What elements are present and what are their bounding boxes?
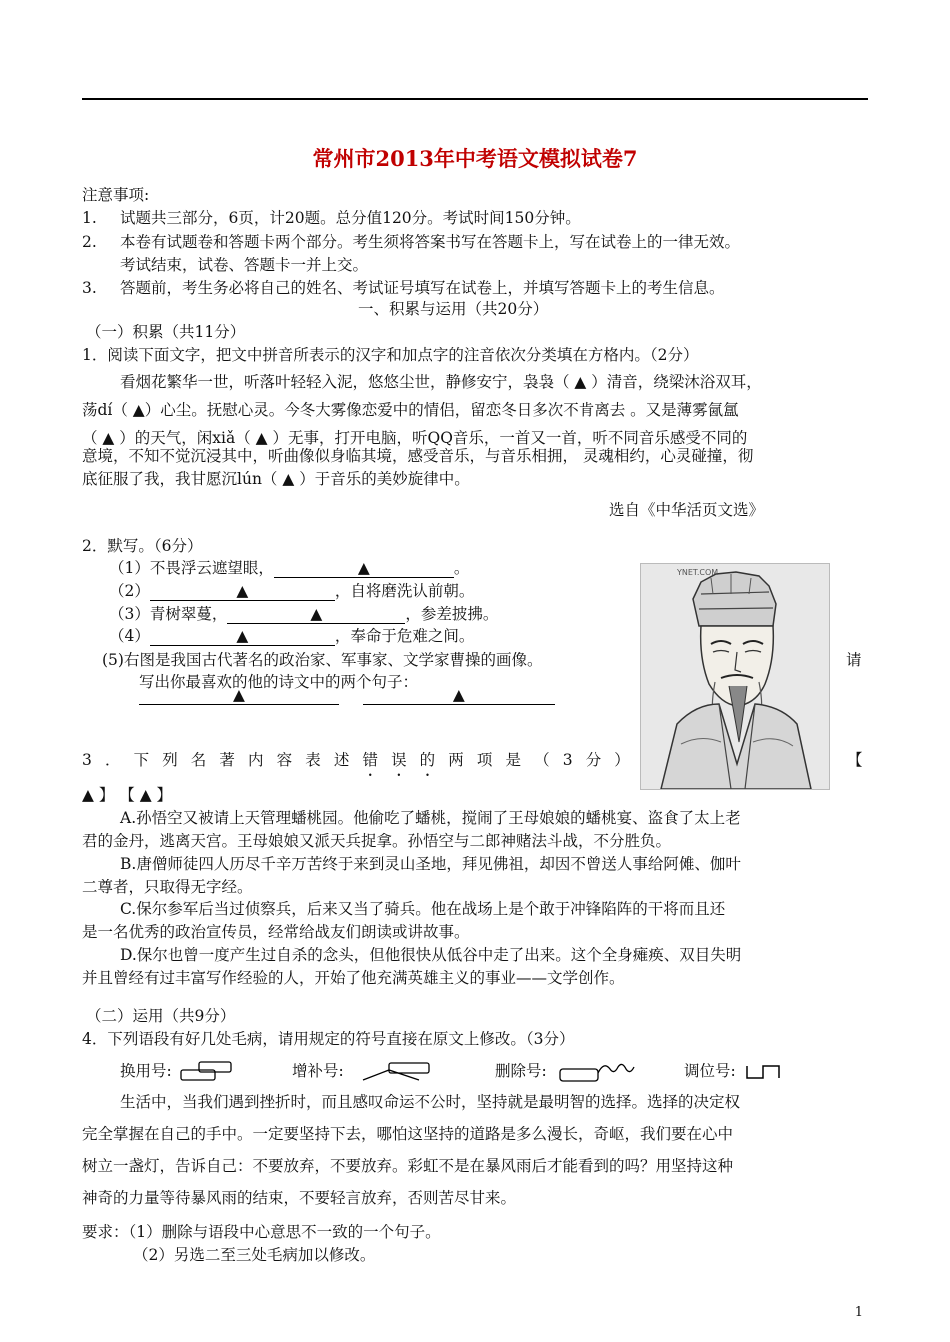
q1-line-3: （ ▲ ）的天气，闲xiǎ（ ▲ ）无事，打开电脑，听QQ音乐，一首又一首，听不同音乐感受不同的 — [82, 429, 748, 447]
q3-stem-char: 下 — [133, 751, 150, 769]
q1-source: 选自《中华活页文选》 — [609, 501, 765, 519]
q3-stem-char: 3 — [562, 751, 573, 769]
q4-symbol-insert — [292, 1058, 439, 1084]
q4-paragraph-line1: 生活中，当我们遇到挫折时，而且感叹命运不公时，坚持就是最明智的选择。选择的决定权 — [120, 1093, 741, 1111]
page-number: 1 — [854, 1305, 863, 1320]
q2-answer-row — [139, 686, 555, 705]
q3-stem-char: 是 — [505, 751, 522, 769]
q2-item-2 — [109, 579, 474, 603]
q1-line-2: 荡dí（ ▲）心尘。抚慰心灵。今冬大雾像恋爱中的情侣，留恋冬日多次不肯离去 。又是薄雾氤氲 — [82, 401, 739, 419]
q2-item-1-pre: （1）不畏浮云遮望眼， — [109, 559, 274, 577]
q4-symbol-insert-label: 增补号: — [292, 1062, 344, 1080]
transpose-mark-icon — [741, 1060, 791, 1084]
q1-line-4: 意境，不知不觉沉浸其中，听曲像似身临其境，感受音乐，与音乐相拥， 灵魂相约，心灵碰撞，彻 — [82, 447, 754, 465]
q3-stem-char: 两 — [448, 751, 464, 769]
q4-paragraph-line3: 树立一盏灯，告诉自己：不要放弃，不要放弃。彩虹不是在暴风雨后才能看到的吗？用坚持这种 — [82, 1157, 734, 1175]
insert-mark-icon — [349, 1060, 439, 1084]
notice-num-3: 3. — [82, 279, 97, 297]
notice-item-1 — [82, 206, 581, 230]
q4-symbol-transpose — [684, 1058, 791, 1084]
q3-option-b-line1: B.唐僧师徒四人历尽千辛万苦终于来到灵山圣地，拜见佛祖，却因不曾送人事给阿傩、伽叶 — [120, 855, 741, 873]
portrait-drawing — [641, 564, 829, 789]
q3-option-a-line2: 君的金丹，逃离天宫。王母娘娘又派天兵捉拿。孙悟空与二郎神赌法斗战，不分胜负。 — [82, 832, 672, 850]
q2-blank-3[interactable]: ▲ — [227, 605, 405, 624]
q1-stem: 1．阅读下面文字，把文中拼音所表示的汉字和加点字的注音依次分类填在方格内。（2分） — [82, 346, 699, 364]
top-rule — [82, 98, 868, 100]
delete-mark-icon — [552, 1059, 636, 1085]
q3-stem-char: 内 — [248, 751, 264, 769]
q3-stem-char: ） — [614, 751, 630, 769]
part-heading-1: （一）积累（共11分） — [86, 323, 246, 341]
q3-stem-char: 著 — [219, 751, 235, 769]
q3-stem-char-dotted: 误 • — [391, 748, 407, 772]
q3-stem — [82, 748, 630, 772]
q3-answer-line[interactable]: ▲ 】 【 ▲ 】 — [82, 786, 173, 804]
q3-stem-char: （ — [534, 751, 550, 769]
q3-stem-char: 述 — [333, 751, 350, 769]
q2-blank-2[interactable]: ▲ — [150, 582, 335, 601]
cao-cao-portrait — [640, 563, 830, 790]
q3-stem-char: 项 — [476, 751, 493, 769]
q4-symbol-replace — [120, 1058, 237, 1084]
notice-num-2: 2. — [82, 233, 97, 251]
q2-item-4-pre: （4） — [109, 627, 150, 645]
q3-option-b-line2: 二尊者，只取得无字经。 — [82, 878, 253, 896]
q4-requirements — [82, 1220, 441, 1244]
notice-text-2-cont: 考试结束，试卷、答题卡一并上交。 — [120, 256, 369, 274]
q4-symbol-delete — [495, 1058, 636, 1085]
q4-req-1: （1）删除与语段中心意思不一致的一个句子。 — [128, 1223, 441, 1241]
q4-stem: 4．下列语段有好几处毛病，请用规定的符号直接在原文上修改。（3分） — [82, 1030, 575, 1048]
q4-req-2: （2）另选二至三处毛病加以修改。 — [133, 1246, 376, 1264]
q2-item-4-post: ，奉命于危难之间。 — [334, 627, 475, 645]
q2-blank-4[interactable]: ▲ — [150, 627, 335, 646]
q2-item-5-line1: (5)右图是我国古代著名的政治家、军事家、文学家曹操的画像。 — [102, 651, 543, 669]
q4-req-label: 要求： — [82, 1223, 129, 1241]
q4-symbol-transpose-label: 调位号: — [684, 1062, 736, 1080]
q3-stem-char: 名 — [190, 751, 207, 769]
q1-line-1: 看烟花繁华一世，听落叶轻轻入泥，悠悠尘世，静修安宁，袅袅（ ▲ ）清音，绕梁沐浴双耳， — [120, 373, 762, 391]
notice-item-3 — [82, 276, 725, 300]
section-heading-1: 一、积累与运用（共20分） — [358, 300, 549, 318]
q3-option-c-line2: 是一名优秀的政治宣传员，经常给战友们朗读或讲故事。 — [82, 923, 470, 941]
notice-text-2: 本卷有试题卷和答题卡两个部分。考生须将答案书写在答题卡上，写在试卷上的一律无效。 — [120, 233, 741, 251]
q2-item-2-pre: （2） — [109, 582, 150, 600]
q4-paragraph-line2: 完全掌握在自己的手中。一定要坚持下去，哪怕这坚持的道路是多么漫长，奇岖，我们要在心中 — [82, 1125, 734, 1143]
q3-option-c-line1: C.保尔参军后当过侦察兵，后来又当了骑兵。他在战场上是个敢于冲锋陷阵的干将而且还 — [120, 900, 726, 918]
notice-heading: 注意事项: — [82, 186, 150, 204]
q2-item-3-post: ，参差披拂。 — [405, 605, 499, 623]
replace-mark-icon — [177, 1060, 237, 1084]
q4-paragraph-line4: 神奇的力量等待暴风雨的结束，不要轻言放弃，否则苦尽甘来。 — [82, 1189, 517, 1207]
q2-item-2-post: ，自将磨洗认前朝。 — [334, 582, 475, 600]
q3-option-a-line1: A.孙悟空又被请上天管理蟠桃园。他偷吃了蟠桃，搅闹了王母娘娘的蟠桃宴、盗食了太上老 — [120, 809, 741, 827]
part-heading-2: （二）运用（共9分） — [86, 1007, 236, 1025]
q2-blank-5b[interactable]: ▲ — [363, 686, 555, 705]
notice-text-1: 试题共三部分，6页，计20题。总分值120分。考试时间150分钟。 — [120, 209, 581, 227]
q3-option-d-line2: 并且曾经有过丰富写作经验的人，开始了他充满英雄主义的事业——文学创作。 — [82, 969, 625, 987]
q2-item-5-qing: 请 — [846, 651, 862, 669]
q4-symbol-replace-label: 换用号: — [120, 1062, 172, 1080]
q2-blank-1[interactable]: ▲ — [274, 559, 454, 578]
q3-stem-char: 列 — [162, 751, 178, 769]
q3-stem-char: 3 — [82, 751, 92, 769]
q2-item-5-line2: 写出你最喜欢的他的诗文中的两个句子： — [139, 673, 419, 691]
notice-text-3: 答题前，考生务必将自己的姓名、考试证号填写在试卷上，并填写答题卡上的考生信息。 — [120, 279, 725, 297]
page-title: 常州市2013年中考语文模拟试卷7 — [312, 146, 638, 171]
q4-symbol-delete-label: 删除号: — [495, 1062, 547, 1080]
q1-line-5: 底征服了我，我甘愿沉lún（ ▲ ）于音乐的美妙旋律中。 — [82, 470, 470, 488]
q3-stem-char: 分 — [585, 751, 602, 769]
notice-item-2 — [82, 230, 741, 254]
q3-stem-char: 表 — [305, 751, 321, 769]
q2-item-1 — [109, 556, 469, 580]
image-watermark: YNET.COM — [677, 568, 719, 577]
q3-stem-char: ． — [104, 751, 121, 769]
q2-item-3 — [109, 602, 498, 626]
q2-stem: 2．默写。（6分） — [82, 537, 203, 555]
q2-item-4 — [109, 624, 474, 648]
q2-item-1-post: 。 — [453, 559, 470, 577]
notice-num-1: 1. — [82, 209, 97, 227]
q3-stem-char: 容 — [276, 751, 293, 769]
q3-bracket-open: 【 — [847, 751, 863, 769]
q3-stem-char-dotted: 错 • — [362, 748, 378, 772]
q3-option-d-line1: D.保尔也曾一度产生过自杀的念头，但他很快从低谷中走了出来。这个全身瘫痪、双目失明 — [120, 946, 742, 964]
q2-blank-5a[interactable]: ▲ — [139, 686, 339, 705]
q3-stem-char-dotted: 的 • — [420, 748, 436, 772]
q2-item-3-pre: （3）青树翠蔓， — [109, 605, 228, 623]
